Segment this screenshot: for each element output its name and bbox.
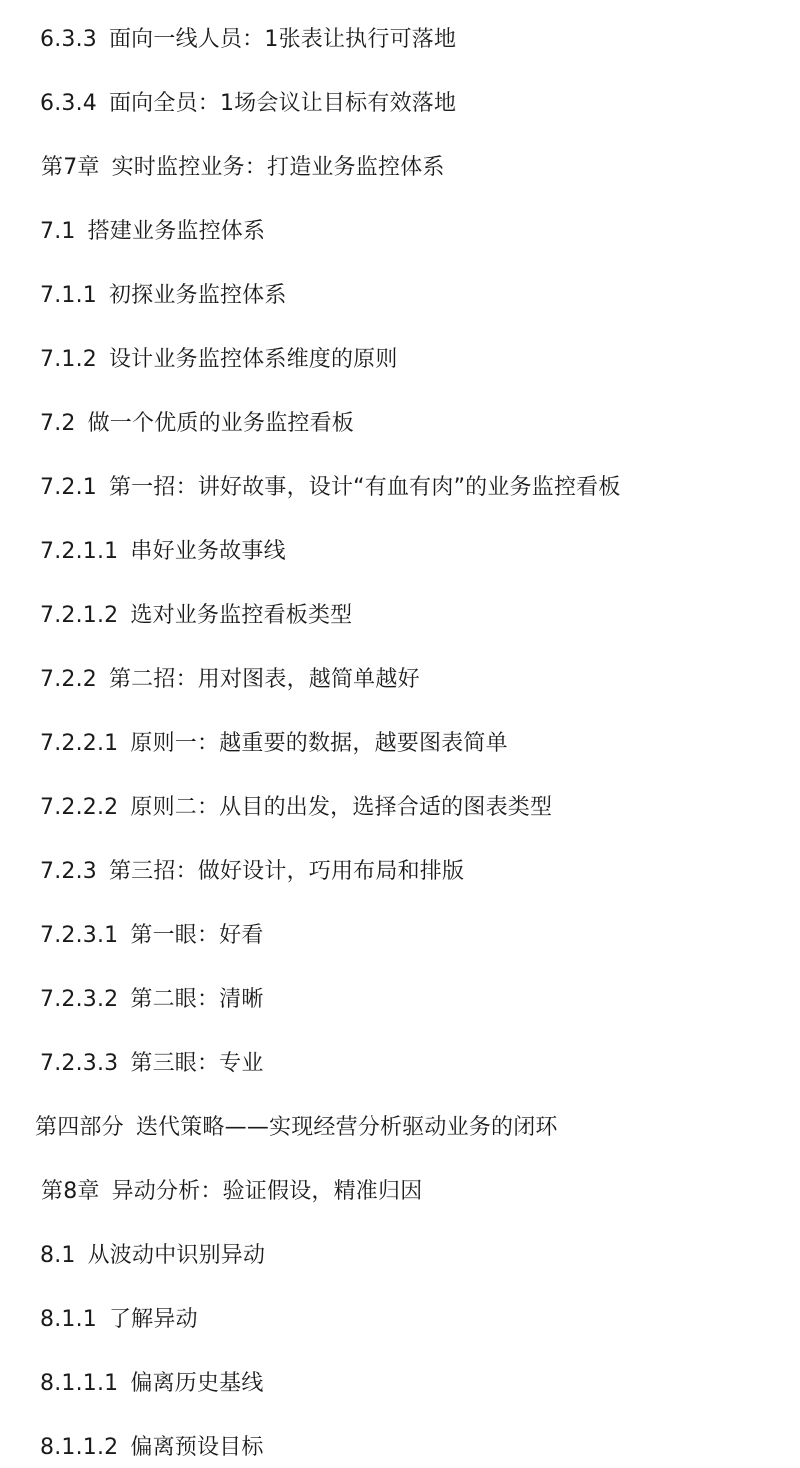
toc-entry-title: 初探业务监控体系 <box>108 283 287 308</box>
toc-entry-title: 面向全员：1场会议让目标有效落地 <box>108 91 457 116</box>
toc-entry-number: 7.2.3.3 <box>40 1051 119 1076</box>
toc-entry[interactable] <box>40 20 456 60</box>
toc-entry[interactable] <box>40 340 398 380</box>
toc-entry-number: 8.1 <box>40 1243 76 1268</box>
toc-entry-number: 7.1.2 <box>40 347 97 372</box>
toc-entry-number: 7.1 <box>40 219 76 244</box>
toc-entry[interactable] <box>40 852 464 892</box>
toc-entry-number: 第7章 <box>41 155 100 180</box>
toc-entry-title: 原则二：从目的出发，选择合适的图表类型 <box>130 795 553 820</box>
toc-entry-title: 第一眼：好看 <box>130 923 264 948</box>
toc-entry-title: 第三眼：专业 <box>130 1051 264 1076</box>
toc-entry-title: 选对业务监控看板类型 <box>130 603 353 628</box>
toc-entry-title: 从波动中识别异动 <box>87 1243 266 1268</box>
toc-entry[interactable] <box>40 84 456 124</box>
toc-entry-title: 异动分析：验证假设，精准归因 <box>111 1179 423 1204</box>
toc-entry-number: 7.2.3 <box>40 859 97 884</box>
toc-chapter-heading[interactable] <box>41 1172 422 1212</box>
toc-entry-number: 7.2.2.1 <box>40 731 119 756</box>
toc-entry-number: 8.1.1.1 <box>40 1371 119 1396</box>
toc-entry-number: 8.1.1 <box>40 1307 97 1332</box>
toc-entry-number: 6.3.4 <box>40 91 97 116</box>
toc-entry-number: 7.2.1.1 <box>40 539 119 564</box>
toc-entry-title: 偏离历史基线 <box>130 1371 264 1396</box>
toc-entry[interactable] <box>40 596 352 636</box>
toc-entry-title: 第一招：讲好故事，设计“有血有肉”的业务监控看板 <box>108 475 621 500</box>
toc-entry-title: 偏离预设目标 <box>130 1435 264 1460</box>
toc-entry[interactable] <box>40 724 508 764</box>
toc-entry-number: 7.2.3.1 <box>40 923 119 948</box>
toc-entry-number: 7.2.2 <box>40 667 97 692</box>
toc-entry-title: 搭建业务监控体系 <box>87 219 266 244</box>
toc-entry[interactable] <box>40 468 621 508</box>
toc-entry-number: 6.3.3 <box>40 27 97 52</box>
toc-entry[interactable] <box>40 276 287 316</box>
toc-entry[interactable] <box>40 404 354 444</box>
toc-part-heading[interactable] <box>35 1108 558 1148</box>
toc-entry-number: 7.2.2.2 <box>40 795 119 820</box>
toc-entry[interactable] <box>40 980 264 1020</box>
toc-entry-title: 第二招：用对图表，越简单越好 <box>108 667 420 692</box>
toc-entry-title: 第二眼：清晰 <box>130 987 264 1012</box>
toc-entry-number: 第四部分 <box>35 1115 124 1140</box>
toc-entry[interactable] <box>40 1300 198 1340</box>
toc-entry-title: 了解异动 <box>108 1307 198 1332</box>
toc-entry-number: 7.2.3.2 <box>40 987 119 1012</box>
toc-entry-number: 7.2.1 <box>40 475 97 500</box>
toc-entry[interactable] <box>40 1236 265 1276</box>
toc-entry[interactable] <box>40 916 264 956</box>
toc-entry-title: 做一个优质的业务监控看板 <box>87 411 354 436</box>
toc-entry-title: 原则一：越重要的数据，越要图表简单 <box>130 731 508 756</box>
toc-entry-number: 7.2 <box>40 411 76 436</box>
toc-entry-title: 实时监控业务：打造业务监控体系 <box>111 155 445 180</box>
toc-entry-title: 迭代策略——实现经营分析驱动业务的闭环 <box>135 1115 558 1140</box>
toc-entry-title: 第三招：做好设计，巧用布局和排版 <box>108 859 465 884</box>
toc-entry-title: 串好业务故事线 <box>130 539 286 564</box>
toc-entry[interactable] <box>40 1364 264 1404</box>
toc-entry-number: 7.1.1 <box>40 283 97 308</box>
toc-entry[interactable] <box>40 1428 264 1468</box>
toc-entry[interactable] <box>40 1044 264 1084</box>
toc-entry[interactable] <box>40 212 265 252</box>
toc-entry-title: 面向一线人员：1张表让执行可落地 <box>108 27 457 52</box>
toc-entry[interactable] <box>40 532 286 572</box>
toc-chapter-heading[interactable] <box>41 148 445 188</box>
toc-entry[interactable] <box>40 660 420 700</box>
toc-entry-number: 8.1.1.2 <box>40 1435 119 1460</box>
toc-entry[interactable] <box>40 788 552 828</box>
toc-entry-number: 第8章 <box>41 1179 100 1204</box>
toc-entry-title: 设计业务监控体系维度的原则 <box>108 347 398 372</box>
toc-entry-number: 7.2.1.2 <box>40 603 119 628</box>
